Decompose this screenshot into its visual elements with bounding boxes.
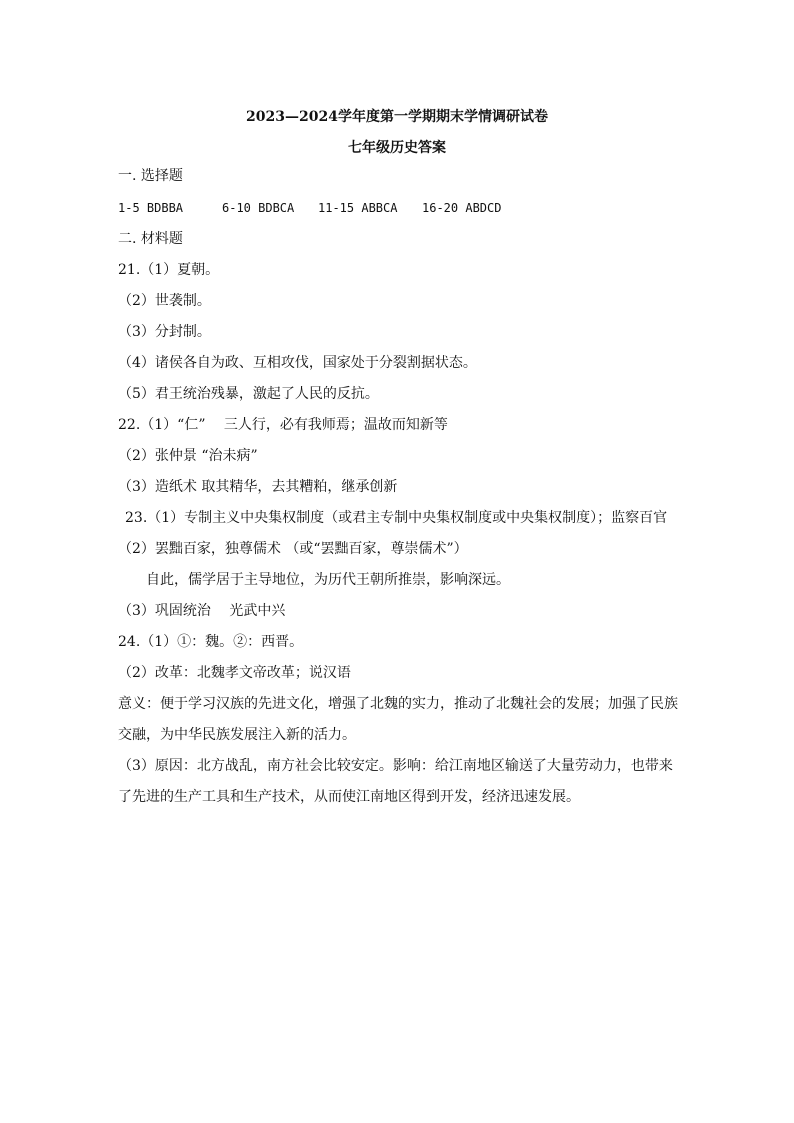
document-title: 2023—2024学年度第一学期期末学情调研试卷: [246, 109, 548, 125]
document-subtitle: 七年级历史答案: [348, 140, 446, 156]
answer-line: 意义：便于学习汉族的先进文化，增强了北魏的实力，推动了北魏社会的发展；加强了民族: [118, 696, 678, 712]
answer-line: 交融，为中华民族发展注入新的活力。: [118, 727, 356, 743]
choice-answers-row: [118, 200, 501, 216]
answer-line: 自此，儒学居于主导地位，为历代王朝所推崇，影响深远。: [146, 572, 510, 588]
answer-line: 21.（1）夏朝。: [118, 262, 220, 278]
answer-line: 了先进的生产工具和生产技术，从而使江南地区得到开发，经济迅速发展。: [118, 789, 580, 805]
answer-line: （2）世袭制。: [118, 293, 211, 309]
answer-line: （3）分封制。: [118, 324, 211, 340]
answer-line: （2）罢黜百家，独尊儒术 （或“罢黜百家，尊崇儒术”）: [118, 541, 468, 557]
section-heading-material: 二. 材料题: [118, 231, 183, 247]
choice-answer-group: 16-20 ABDCD: [422, 201, 502, 215]
answer-line: 24.（1）①：魏。②：西晋。: [118, 634, 304, 650]
answer-line: 23.（1）专制主义中央集权制度（或君主专制中央集权制度或中央集权制度）；监察百官: [125, 510, 668, 526]
choice-answer-group: 6-10 BDBCA: [222, 201, 295, 215]
answer-line: （4）诸侯各自为政、互相攻伐，国家处于分裂割据状态。: [118, 355, 477, 371]
answer-line: 22.（1）“仁” 三人行，必有我师焉；温故而知新等: [118, 417, 448, 433]
answer-line: （3）巩固统治 光武中兴: [118, 603, 286, 619]
choice-answer-group: 1-5 BDBBA: [118, 201, 184, 215]
choice-answer-group: 11-15 ABBCA: [318, 201, 398, 215]
answer-line: （2）张仲景 “治未病”: [118, 448, 258, 464]
answer-line: （2）改革：北魏孝文帝改革；说汉语: [118, 665, 351, 681]
answer-line: （3）原因：北方战乱，南方社会比较安定。影响：给江南地区输送了大量劳动力，也带来: [118, 758, 673, 774]
answer-line: （3）造纸术 取其精华，去其糟粕，继承创新: [118, 479, 398, 495]
answer-line: （5）君王统治残暴，激起了人民的反抗。: [118, 386, 379, 402]
section-heading-choice: 一. 选择题: [118, 168, 183, 184]
